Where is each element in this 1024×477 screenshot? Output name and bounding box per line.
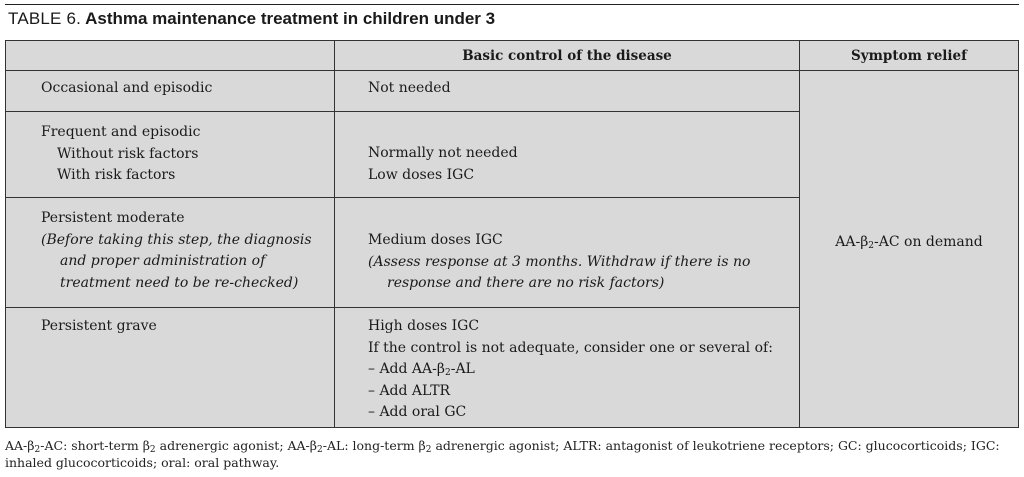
table-footnote [5,437,1015,471]
top-rule [5,4,1019,5]
row2-condition [41,122,200,187]
footnote-part: -AL: long-term [322,438,419,453]
subscript-two: 2 [868,241,875,251]
row3-control [368,230,750,295]
subscript-two: 2 [149,445,156,455]
footnote-part: -AC: short-term [40,438,143,453]
row3-condition-note2: and proper administration of [60,253,266,269]
table-label: TABLE 6. [8,9,82,28]
row3-condition [41,208,312,294]
row1-condition: Occasional and episodic [41,80,213,96]
row-divider-1 [6,111,799,112]
beta-symbol: β [27,438,35,453]
row3-control-line1: Medium doses IGC [368,232,503,248]
row-divider-3 [6,307,799,308]
table-caption [8,8,495,30]
row2-control-line2: Low doses IGC [368,166,475,183]
row2-condition-sub2: With risk factors [57,167,176,183]
row4-control-line1: High doses IGC [368,318,480,334]
beta-symbol: β [418,438,426,453]
relief-prefix: AA- [835,234,861,250]
row4-condition: Persistent grave [41,318,157,334]
row3-control-note1: (Assess response at 3 months. Withdraw if there is no [368,253,751,270]
row1-control: Not needed [368,80,451,96]
row-divider-2 [6,197,799,198]
symptom-relief-value [800,232,1018,254]
footnote-part: adrenergic agonist; ALTR: antagonist of leukotriene receptors; GC: glucocorticoids; IGC: inhaled glucocorticoids; oral: oral pathway. [5,438,1000,470]
subscript-two: 2 [444,368,451,378]
row3-control-note2: response and there are no risk factors) [387,275,665,291]
header-divider [6,70,1018,71]
row3-condition-title: Persistent moderate [41,210,185,226]
row4-add-prefix: – Add AA- [368,361,437,377]
row3-condition-note3: treatment need to be re-checked) [60,274,299,291]
footnote-part: adrenergic agonist; AA- [155,438,310,453]
treatment-table [5,40,1019,428]
header-basic-control: Basic control of the disease [462,48,672,64]
row3-condition-note1: (Before taking this step, the diagnosis [41,231,312,248]
table-title: Asthma maintenance treatment in children under 3 [85,9,496,28]
row4-add-suffix: -AL [450,361,475,377]
row4-control-line3 [368,359,773,381]
beta-symbol: β [860,234,869,250]
row4-control [368,316,773,424]
row4-control-line4: – Add ALTR [368,382,451,399]
subscript-two: 2 [425,445,432,455]
column-divider-1 [334,41,335,427]
subscript-two: 2 [317,445,323,455]
footnote-part: AA- [5,438,28,453]
row2-condition-sub1: Without risk factors [57,145,199,162]
row2-condition-title: Frequent and episodic [41,124,201,140]
beta-symbol: β [309,438,318,453]
relief-suffix: -AC on demand [874,234,983,250]
header-symptom-relief: Symptom relief [851,48,967,64]
beta-symbol: β [436,361,445,377]
row2-control-line1: Normally not needed [368,145,518,161]
row2-control [368,143,518,186]
subscript-two: 2 [34,445,41,455]
row4-control-line5: – Add oral GC [368,404,467,420]
beta-symbol: β [142,438,150,453]
row4-control-line2: If the control is not adequate, consider one or several of: [368,339,773,356]
